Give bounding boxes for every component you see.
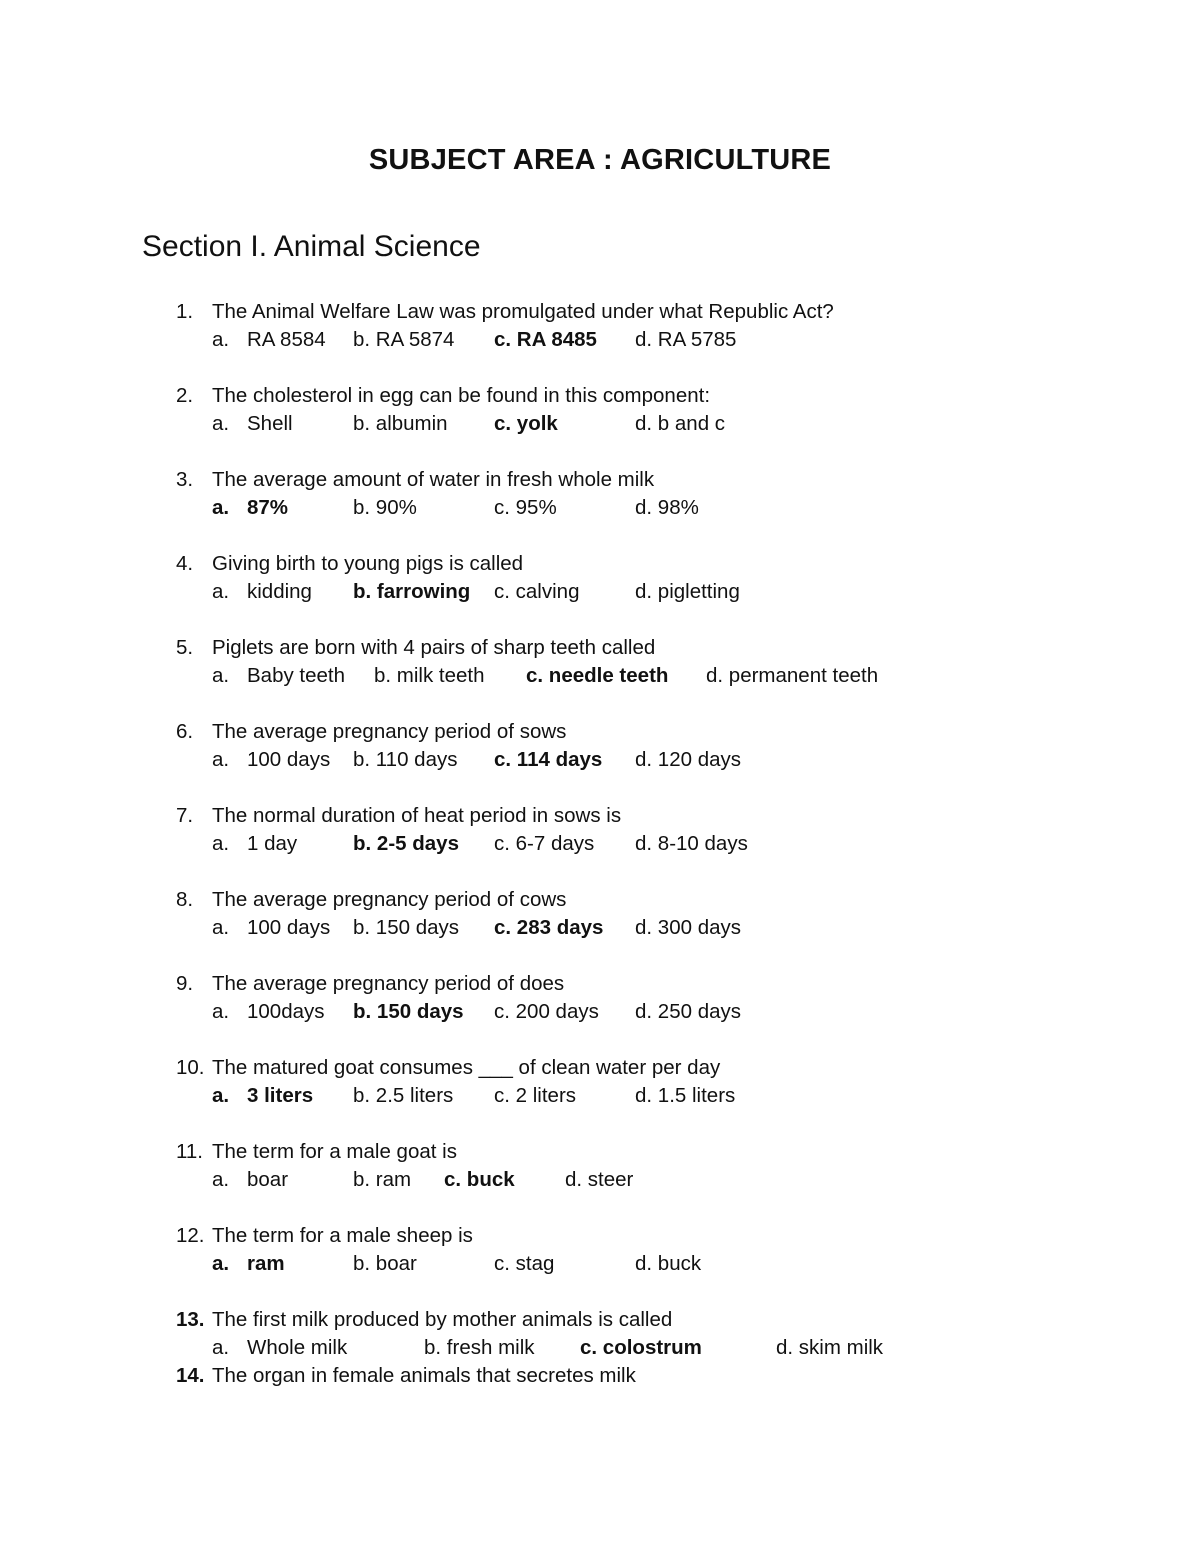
option-a [212, 326, 326, 354]
option-label: a. [212, 1168, 230, 1191]
option-c [494, 1250, 554, 1278]
option-text: fresh milk [446, 1336, 535, 1359]
option-text: RA 8584 [247, 328, 326, 351]
option-label: b. [353, 1000, 377, 1023]
question-number: 7. [176, 804, 194, 827]
option-label: d. [706, 664, 729, 687]
question-text: The term for a male goat is [212, 1140, 457, 1163]
option-d [635, 746, 741, 774]
option-d [635, 1250, 701, 1278]
option-label: b. [353, 1084, 376, 1107]
question-text: The cholesterol in egg can be found in this component: [212, 384, 711, 407]
option-label: a. [212, 1000, 230, 1023]
option-text: kidding [247, 580, 312, 603]
question-number: 12. [176, 1224, 205, 1247]
option-d [635, 326, 736, 354]
question-text: The organ in female animals that secretes milk [212, 1364, 636, 1387]
option-label: a. [212, 496, 230, 519]
option-label: b. [353, 1168, 376, 1191]
option-b [353, 578, 470, 606]
option-text: 95% [515, 496, 557, 519]
option-text: buck [466, 1168, 515, 1191]
option-a [212, 998, 325, 1026]
option-label: d. [635, 328, 658, 351]
option-text: 283 days [516, 916, 604, 939]
option-label: b. [353, 412, 376, 435]
option-c [494, 578, 579, 606]
option-text: RA 5874 [375, 328, 455, 351]
question-text: The term for a male sheep is [212, 1224, 473, 1247]
option-text: 114 days [516, 748, 603, 771]
option-text: 1.5 liters [657, 1084, 736, 1107]
option-text: 110 days [375, 748, 458, 771]
question-number: 14. [176, 1364, 205, 1387]
option-text: b and c [657, 412, 726, 435]
option-d [565, 1166, 633, 1194]
option-text: steer [587, 1168, 634, 1191]
option-label: d. [635, 748, 658, 771]
option-d [635, 578, 740, 606]
option-text: 98% [657, 496, 699, 519]
option-b [374, 662, 485, 690]
option-text: boar [247, 1168, 289, 1191]
option-a [212, 746, 330, 774]
option-c [444, 1166, 515, 1194]
option-text: colostrum [602, 1336, 702, 1359]
option-label: c. [494, 328, 517, 351]
option-label: b. [353, 328, 376, 351]
option-label: b. [353, 748, 376, 771]
option-text: Baby teeth [247, 664, 346, 687]
option-a [212, 410, 293, 438]
section-heading: Section I. Animal Science [142, 230, 481, 263]
option-d [635, 410, 725, 438]
option-label: a. [212, 412, 230, 435]
option-c [494, 998, 599, 1026]
option-d [635, 830, 748, 858]
option-a [212, 662, 345, 690]
option-b [353, 746, 457, 774]
option-d [635, 1082, 735, 1110]
option-c [494, 494, 557, 522]
option-text: 2 liters [515, 1084, 577, 1107]
option-text: 2.5 liters [375, 1084, 454, 1107]
option-text: yolk [516, 412, 558, 435]
option-text: ram [375, 1168, 412, 1191]
question-text: The average pregnancy period of sows [212, 720, 567, 743]
option-c [494, 1082, 576, 1110]
question-text: The average amount of water in fresh whole milk [212, 468, 655, 491]
question-number: 9. [176, 972, 194, 995]
option-label: c. [494, 496, 516, 519]
option-label: c. [494, 1000, 516, 1023]
question-number: 1. [176, 300, 194, 323]
option-text: boar [375, 1252, 417, 1275]
option-d [635, 914, 741, 942]
option-c [494, 410, 558, 438]
option-label: a. [212, 1336, 230, 1359]
option-label: b. [353, 1252, 376, 1275]
option-c [494, 326, 597, 354]
question-number: 8. [176, 888, 194, 911]
option-text: 200 days [515, 1000, 599, 1023]
option-label: b. [424, 1336, 447, 1359]
option-a [212, 578, 312, 606]
option-label: b. [353, 496, 376, 519]
option-text: Shell [247, 412, 293, 435]
option-text: pigletting [657, 580, 740, 603]
option-text: 2-5 days [376, 832, 459, 855]
option-label: a. [212, 832, 230, 855]
question-text: The average pregnancy period of does [212, 972, 565, 995]
option-b [353, 410, 448, 438]
question-text: Piglets are born with 4 pairs of sharp teeth called [212, 636, 656, 659]
question-number: 11. [176, 1140, 203, 1163]
option-label: a. [212, 580, 230, 603]
option-b [353, 1166, 411, 1194]
option-label: c. [494, 580, 516, 603]
option-text: ram [247, 1252, 285, 1275]
option-text: 300 days [657, 916, 741, 939]
option-b [353, 1250, 417, 1278]
option-text: 90% [375, 496, 417, 519]
option-a [212, 1082, 313, 1110]
option-text: 3 liters [247, 1084, 314, 1107]
option-c [494, 830, 594, 858]
question-text: The Animal Welfare Law was promulgated under what Republic Act? [212, 300, 834, 323]
option-b [353, 1082, 453, 1110]
option-text: Whole milk [247, 1336, 348, 1359]
option-text: 8-10 days [657, 832, 748, 855]
option-d [776, 1334, 883, 1362]
option-label: d. [635, 1084, 658, 1107]
option-text: RA 8485 [516, 328, 597, 351]
option-label: b. [353, 832, 377, 855]
option-text: 87% [247, 496, 289, 519]
option-label: c. [494, 916, 517, 939]
option-text: RA 5785 [657, 328, 737, 351]
option-text: skim milk [798, 1336, 884, 1359]
option-text: 150 days [375, 916, 459, 939]
option-label: c. [494, 832, 516, 855]
option-c [494, 914, 603, 942]
option-text: albumin [375, 412, 448, 435]
question-number: 4. [176, 552, 194, 575]
option-a [212, 494, 288, 522]
option-text: 150 days [376, 1000, 464, 1023]
option-label: d. [635, 1000, 658, 1023]
option-c [494, 746, 602, 774]
question-number: 3. [176, 468, 194, 491]
option-b [353, 830, 459, 858]
option-text: 100 days [247, 916, 331, 939]
option-text: 1 day [247, 832, 298, 855]
document-title: SUBJECT AREA : AGRICULTURE [368, 144, 832, 176]
option-label: d. [635, 496, 658, 519]
option-d [635, 998, 741, 1026]
question-number: 13. [176, 1308, 205, 1331]
option-label: c. [444, 1168, 467, 1191]
option-label: d. [776, 1336, 799, 1359]
option-c [580, 1334, 702, 1362]
option-a [212, 914, 330, 942]
option-label: c. [494, 748, 517, 771]
option-a [212, 1334, 347, 1362]
option-b [353, 998, 464, 1026]
option-text: calving [515, 580, 580, 603]
option-text: 100 days [247, 748, 331, 771]
option-label: a. [212, 328, 230, 351]
option-b [353, 494, 417, 522]
option-a [212, 830, 297, 858]
option-label: b. [353, 580, 377, 603]
option-text: 6-7 days [515, 832, 595, 855]
option-label: a. [212, 916, 230, 939]
option-d [706, 662, 878, 690]
option-text: farrowing [376, 580, 471, 603]
question-number: 6. [176, 720, 194, 743]
question-text: The average pregnancy period of cows [212, 888, 567, 911]
option-d [635, 494, 699, 522]
question-text: The matured goat consumes ___ of clean water per day [212, 1056, 721, 1079]
option-label: d. [635, 1252, 658, 1275]
option-text: stag [515, 1252, 555, 1275]
option-b [353, 326, 454, 354]
option-label: a. [212, 664, 230, 687]
option-label: c. [494, 1084, 516, 1107]
question-text: The normal duration of heat period in sows is [212, 804, 622, 827]
option-label: c. [526, 664, 549, 687]
option-label: c. [494, 1252, 516, 1275]
option-text: 250 days [657, 1000, 741, 1023]
option-a [212, 1166, 288, 1194]
option-label: a. [212, 1084, 230, 1107]
option-b [353, 914, 459, 942]
question-text: Giving birth to young pigs is called [212, 552, 524, 575]
option-text: permanent teeth [728, 664, 879, 687]
option-text: milk teeth [396, 664, 485, 687]
question-number: 5. [176, 636, 194, 659]
question-number: 10. [176, 1056, 205, 1079]
option-text: buck [657, 1252, 702, 1275]
option-text: needle teeth [548, 664, 669, 687]
option-a [212, 1250, 285, 1278]
option-label: d. [635, 580, 658, 603]
option-label: b. [353, 916, 376, 939]
option-text: 120 days [657, 748, 741, 771]
option-label: c. [580, 1336, 603, 1359]
option-label: d. [565, 1168, 588, 1191]
option-b [424, 1334, 535, 1362]
option-c [526, 662, 668, 690]
question-text: The first milk produced by mother animals is called [212, 1308, 673, 1331]
option-label: d. [635, 832, 658, 855]
question-number: 2. [176, 384, 194, 407]
option-label: c. [494, 412, 517, 435]
option-label: d. [635, 412, 658, 435]
option-label: b. [374, 664, 397, 687]
option-label: a. [212, 1252, 230, 1275]
option-label: a. [212, 748, 230, 771]
option-text: 100days [247, 1000, 325, 1023]
option-label: d. [635, 916, 658, 939]
